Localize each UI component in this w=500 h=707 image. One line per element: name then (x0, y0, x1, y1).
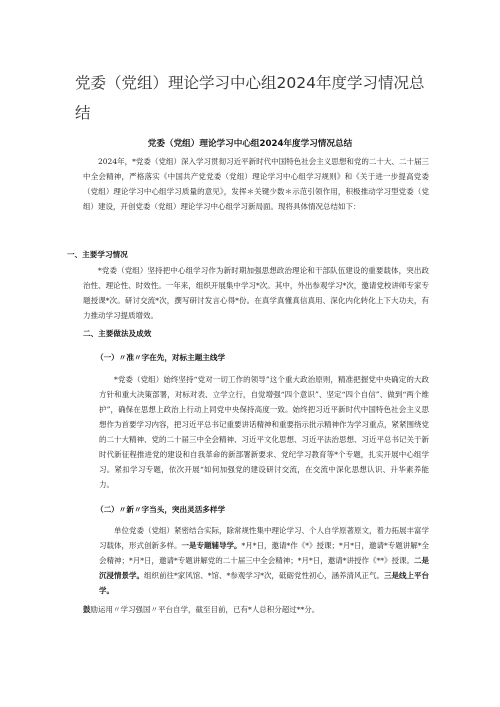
document-title: 党委（党组）理论学习中心组2024年度学习情况总结 (75, 74, 425, 122)
lead-topic-tutoring: 一是专题辅导学。 (181, 541, 242, 550)
subsection-2-body-start: 单位党委（党组）紧密结合实际，除常规性集中理论学习、个人自学原著原文，着力拓展丰富学习载体，形式创新多样。 (99, 526, 429, 550)
subsection-2-body (99, 523, 429, 598)
section-1-heading: 一、主要学习情况 (67, 250, 128, 259)
online-learning-body: 励运用〃学习强国〃平台自学，截至目前，已有*人总积分超过**分。 (90, 605, 320, 614)
immersive-learning-body: 组织前往*家风馆、*馆、*参观学习*次，砥砺党性初心，涵养清风正气。 (144, 571, 384, 580)
section-2-heading: 二、主要做法及成效 (83, 329, 152, 338)
online-learning-paragraph (83, 602, 429, 617)
subsection-1-heading: （一）〃准〃字在先，对标主题主线学 (96, 353, 226, 362)
topic-tutoring-body: *月*日，邀请*作《*》授课；*月*日，邀请*专题讲解*全会精神；*月*日，邀请*专题讲解党的二十届三中全会精神；*月*日，邀请*讲授作《**》授课。 (99, 541, 429, 565)
document-subtitle: 党委（党组）理论学习中心组2024年度学习情况总结 (147, 139, 353, 149)
subsection-2-heading: （二）〃新〃字当头，突出灵活多样学 (96, 505, 226, 514)
lead-encourage: 鼓 (83, 605, 91, 614)
lead-online-learning: 三是线上平台学。 (99, 571, 429, 595)
section-1-body: *党委（党组）坚持把中心组学习作为新时期加强思想政治理论和干部队伍建设的重要载体，突出政治性、理论性、时效性。一年来，组织开展集中学习*次。其中，外出参观学习*次，邀请党校讲师专家专题授课*次。研讨交流*次，撰写研讨发言心得*份。在真学真懂真信真用、深化内化转化上下大功夫，有力推动学习提质增效。 (83, 266, 429, 320)
lead-immersive-learning: 二是沉浸情景学。 (99, 556, 429, 580)
subsection-1-body: *党委（党组）始终坚持“党对一切工作的领导”这个重大政治原则，精准把握党中央确定的大政方针和重大决策部署，对标对表、立学立行，自觉增强“四个意识”、坚定“四个自信”、做到“两个维护”，确保在思想上政治上行动上同党中央保持高度一致。始终把习近平新时代中国特色社会主义思想作为首要学习内容，把习近平总书记重要讲话精神和重要指示批示精神作为学习重点，紧紧围绕党的二十大精神、党的二十届三中全会精神、习近平文化思想、习近平法治思想、习近平总书记关于新时代新征程推进党的建设和自我革命的新部署新要求、党纪学习教育等*个专题，扎实开展中心组学习。紧扣学习专题，依次开展“如何加强党的建设研讨交流，在交流中深化思想认识、升华素养能力。 (99, 375, 429, 489)
intro-paragraph: 2024年，*党委（党组）深入学习贯彻习近平新时代中国特色社会主义思想和党的二十大、二十届三中全会精神，严格落实《中国共产党党委（党组）理论学习中心组学习规则》和《关于进一步提高党委（党组）理论学习中心组学习质量的意见》，发挥＊关键少数＊示范引领作用，积极推动学习型党委（党组）建设，开创党委（党组）理论学习中心组学习新局面。现将具体情况总结如下： (83, 157, 429, 211)
